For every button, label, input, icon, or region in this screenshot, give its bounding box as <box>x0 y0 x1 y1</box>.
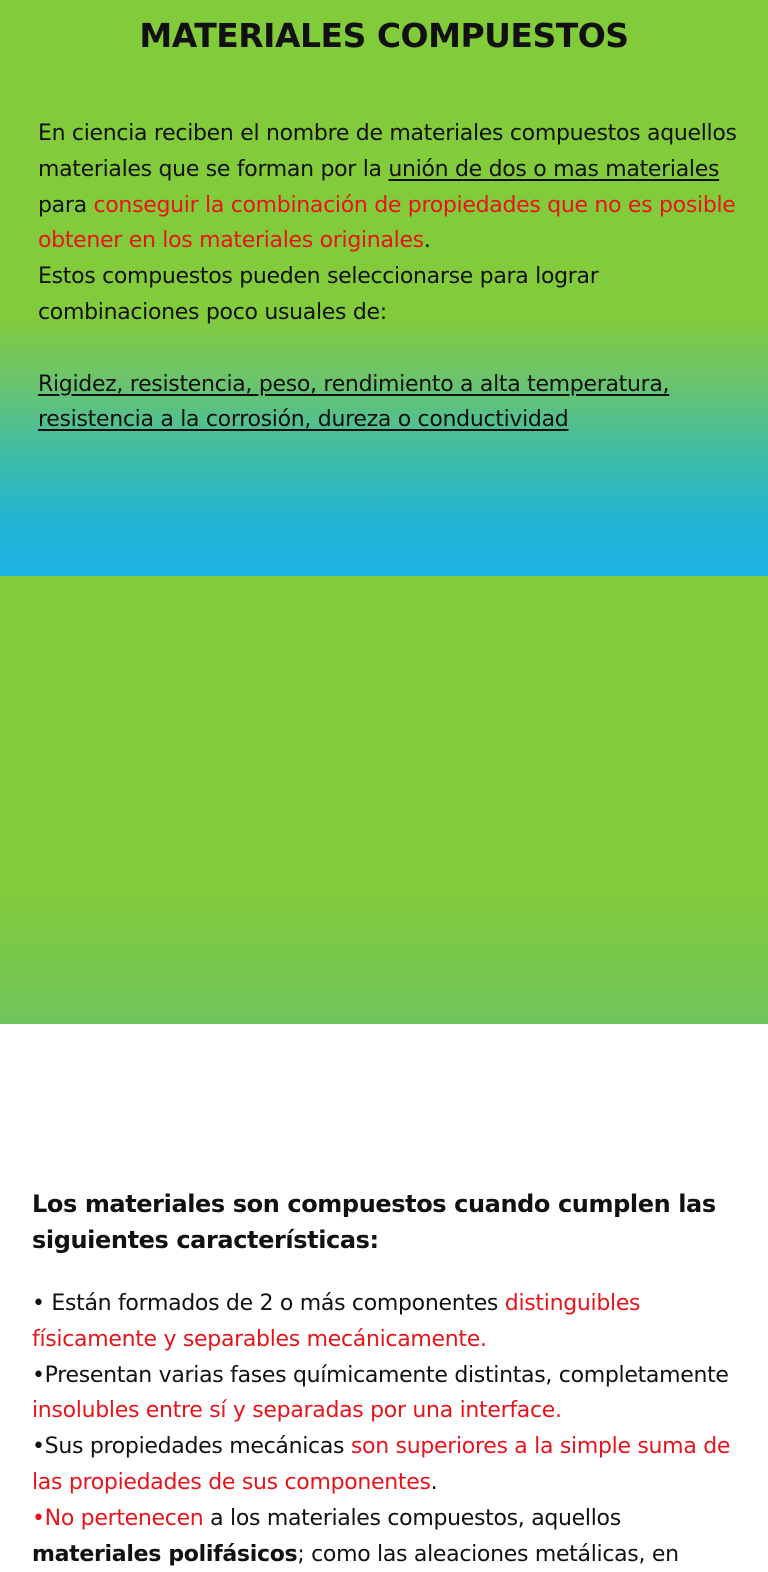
slide-2 <box>0 576 768 1567</box>
bullet-highlight-text: •No pertenecen <box>32 1505 204 1531</box>
bullet-bold-text: materiales polifásicos <box>32 1541 298 1567</box>
characteristics-heading: Los materiales son compuestos cuando cumplen las siguientes características: <box>32 1190 716 1254</box>
bullet-highlight-text: insolubles entre sí y separadas por una interface. <box>32 1398 562 1424</box>
definition-paragraph <box>38 116 750 259</box>
bullet-text: • Están formados de 2 o más componentes <box>32 1291 505 1316</box>
definition-connector-text: para <box>38 192 94 218</box>
definition-period: . <box>423 228 431 254</box>
bullet-trailing-text: ; como las aleaciones metálicas, en <box>297 1541 679 1567</box>
definition-text: En ciencia reciben el nombre de materiales compuestos aquellos materiales que se forman por la <box>38 121 737 182</box>
bullet-highlight-text: son superiores a la simple suma de las propiedades de sus componentes <box>32 1434 731 1495</box>
bullet-highlight-text: distinguibles físicamente y separables mecánicamente. <box>32 1291 641 1352</box>
slide-title: MATERIALES COMPUESTOS <box>139 16 629 55</box>
characteristics-list <box>32 1286 752 1572</box>
properties-list-text: Rigidez, resistencia, peso, rendimiento a alta temperatura, resistencia a la corrosión, dureza o conductividad <box>38 371 670 433</box>
combinations-paragraph: Estos compuestos pueden seleccionarse para lograr combinaciones poco usuales de: <box>38 264 599 325</box>
bullet-item-components <box>32 1286 752 1358</box>
slide-1-body <box>38 116 750 438</box>
bullet-item-exclusions <box>32 1501 752 1572</box>
slide-1 <box>0 0 768 576</box>
bullet-item-properties <box>32 1429 752 1501</box>
paragraph-spacer <box>38 331 750 367</box>
definition-underlined-text: unión de dos o mas materiales <box>388 156 720 182</box>
bullet-item-phases <box>32 1358 752 1430</box>
bullet-text: a los materiales compuestos, aquellos <box>203 1505 621 1531</box>
bullet-text: •Presentan varias fases químicamente distintas, completamente <box>32 1362 729 1388</box>
bullet-period: . <box>430 1469 438 1495</box>
bullet-text: •Sus propiedades mecánicas <box>32 1434 351 1460</box>
definition-highlight-text: conseguir la combinación de propiedades que no es posible obtener en los materiales originales <box>38 192 736 254</box>
